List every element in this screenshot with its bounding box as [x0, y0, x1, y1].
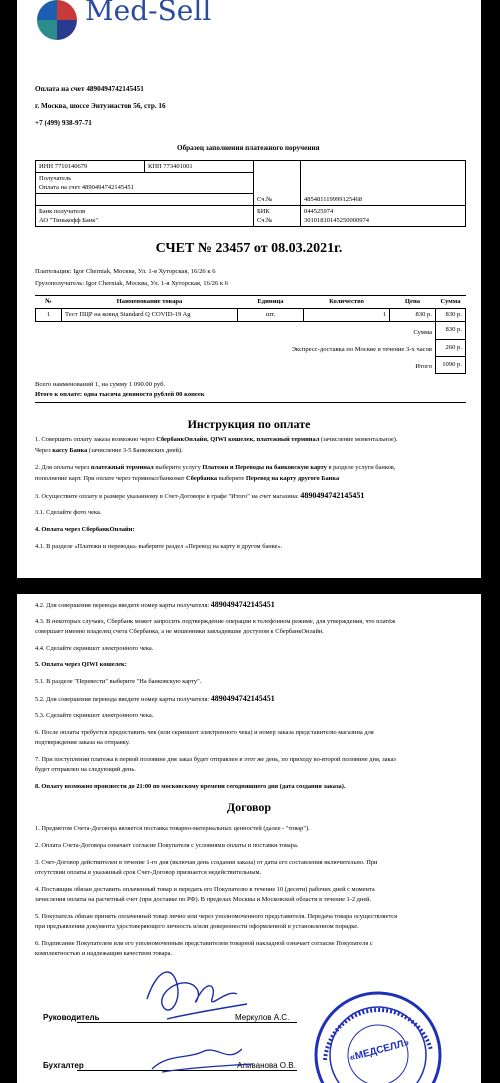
recipient-label: Получатель — [39, 175, 72, 182]
contract-c5: 5. Покупатель обязан принять оплаченный товар лично или через уполномоченного представителя. Передача товара осуществляется — [35, 913, 398, 920]
delivery-value: 260 р. — [436, 339, 466, 356]
corr-value: 30101810145250000974 — [304, 216, 369, 224]
bank-name: АО "Тинькофф Банк" — [39, 216, 99, 224]
accountant-signature-icon — [147, 1034, 257, 1079]
invoice-title: СЧЕТ № 23457 от 08.03.2021г. — [155, 241, 343, 256]
instr-p41: 4.1. В разделе «Платежи и переводы» выберите раздел «Перевод на карту в другом банке». — [35, 543, 283, 550]
contract-c3: 3. Счет-Договор действителен в течение 1-го дня (включая день создания заказа) от даты его составления включительно. При — [35, 859, 378, 866]
kpp-cell: КПП 773401001 — [145, 161, 254, 173]
delivery-label: Экспресс-доставка по Москве в течение 3-х часов — [291, 346, 432, 353]
total-label: Итого — [415, 363, 432, 370]
contract-c2: 2. Оплата Счета-Договора означает согласие Покупателя с условиями оплаты и поставки товара. — [35, 842, 299, 849]
col-unit: Единица — [257, 298, 284, 305]
text: СбербанкОнлайн, QIWI кошелек, платежный терминал — [156, 436, 320, 443]
bik-corr-values — [301, 205, 466, 226]
recipient-cell — [36, 173, 254, 194]
empty-cell — [301, 161, 466, 194]
invoice-page-1 — [17, 0, 481, 578]
instr-p42 — [35, 600, 275, 611]
instr-p1 — [35, 435, 397, 445]
instr-p3 — [35, 491, 364, 502]
instr-p2 — [35, 463, 395, 473]
sum-row — [36, 322, 466, 340]
contract-title: Договор — [226, 800, 272, 814]
instr-p5: 5. Оплата через QIWI кошелек: — [35, 661, 127, 668]
bik-corr-labels — [254, 205, 301, 226]
accountant-name: Аливанова О.В. — [237, 1061, 296, 1070]
text: Сбербанка — [186, 475, 218, 482]
bik-value: 044525974 — [304, 207, 334, 215]
col-sum: Сумма — [440, 298, 461, 305]
instr-p44: 4.4. Сделайте скриншот электронного чека. — [35, 645, 154, 652]
accountant-label: Бухгалтер — [43, 1061, 84, 1070]
instr-p6: 6. После оплаты требуется предоставить чек (или скриншот электронного чека) и номер заказа представителю магазина для — [35, 729, 374, 736]
items-header-row — [36, 296, 466, 309]
table-row — [36, 309, 466, 322]
stamp-icon — [313, 990, 443, 1083]
instr-p1-cont — [35, 446, 183, 456]
text: (зачисление 3-5 Банковских дней). — [87, 447, 183, 454]
divider — [35, 402, 466, 403]
text: в разделе услуги банков, — [326, 464, 396, 471]
row-sum: 830 р. — [436, 309, 466, 322]
company-stamp — [313, 990, 443, 1083]
text: 2. Для оплаты через — [35, 464, 91, 471]
inn-cell: ИНН 7710140679 — [36, 161, 145, 173]
bank-details-table — [35, 160, 466, 227]
total-value: 1090 р. — [436, 356, 466, 373]
pay-line: Оплата на счет 4890494742145451 — [35, 85, 144, 93]
text: 3. Осуществите оплату в размере указанному в Счет-Договоре в графе "Итого" на счет магазина: — [35, 493, 301, 500]
text: платежный терминал — [90, 464, 154, 471]
instr-p6-cont: подтверждения заказа на отправку. — [35, 739, 130, 746]
contract-c4: 4. Поставщик обязан доставить оплаченный товар и передать его Покупателю в течение 10 (десяти) рабочих дней с момента — [35, 886, 375, 893]
instr-p31: 3.1. Сделайте фото чека. — [35, 509, 102, 516]
text: выберите — [217, 475, 246, 482]
stamp-text: «МЕДСЕЛЛ» — [348, 1037, 411, 1064]
empty-cell — [254, 161, 301, 194]
col-name: Наименование товара — [116, 298, 183, 305]
logo-mark — [37, 0, 77, 40]
delivery-row — [36, 339, 466, 356]
contract-c5-cont: при предъявлении документа удостоверяющего личность и/или доверенности оформленной в установленном порядке. — [35, 923, 359, 930]
instr-p8: 8. Оплату возможно произвести до 21:00 по московскому времени сегодняшнего дня (дата создания заказа). — [35, 783, 346, 790]
text: (зачисление моментальное). — [319, 436, 398, 443]
bank-label: Банк получателя — [39, 207, 85, 215]
instr-p2-cont — [35, 474, 339, 484]
instr-p7: 7. При поступлении платежа в первой половине дня заказ будет отправлен в этот же день, по приходу во-второй половине дня, заказ — [35, 756, 396, 763]
text: выберите услугу — [153, 464, 203, 471]
sum-label: Сумма — [413, 329, 432, 336]
text: 5.2. Для совершения перевода введите номер карты получателя: — [35, 696, 211, 703]
col-price: Цена — [404, 298, 421, 305]
col-number: № — [45, 298, 52, 305]
text: Перевод на карту другого Банка — [245, 475, 340, 482]
items-table — [35, 296, 466, 374]
col-qty: Количество — [329, 298, 364, 305]
words-line: Итого к оплате: одна тысяча девяносто рублей 00 копеек — [35, 391, 205, 398]
text: кассу Банка — [52, 447, 88, 454]
instr-p4: 4. Оплата через СбербанкОнлайн: — [35, 526, 135, 533]
row-name: Тест ПЦР на ковид Standard Q COVID-19 Ag — [62, 309, 238, 322]
sample-title: Образец заполнения платежного поручения — [177, 144, 320, 152]
director-signature-icon — [137, 959, 257, 1034]
logo-text: Med-Sell — [85, 0, 212, 27]
payer-line: Плательщик: Igor Cherniak, Москва, Ул. 1-я Хуторская, 16/26 к 6 — [35, 268, 216, 275]
row-unit: шт. — [238, 309, 304, 322]
recipient-value: Оплата на счет 4890494742145451 — [39, 184, 134, 191]
count-line: Всего наименований 1, на сумму 1 090.00 руб. — [35, 381, 166, 388]
corr-label: Сч.№ — [257, 216, 273, 224]
row-price: 830 р. — [390, 309, 436, 322]
instr-p7-cont: будет отправлен на следующий день. — [35, 766, 136, 773]
card-number: 4890494742145451 — [300, 491, 365, 500]
row-number: 1 — [36, 309, 62, 322]
bik-label: БИК — [257, 207, 270, 215]
row-qty: 1 — [304, 309, 390, 322]
account-value: 48548111999912546​8 — [301, 194, 466, 206]
sum-value: 830 р. — [436, 322, 466, 340]
contract-c1: 1. Предметом Счета-Договора является поставка товарно-материальных ценностей (далее - "товар"). — [35, 825, 310, 832]
invoice-page-2 — [17, 594, 481, 1083]
instr-p43: 4.3. В некоторых случаях, Сбербанк может запросить подтверждение операции в телефонном режиме, для утверждения, что платёж — [35, 618, 396, 625]
account-label: Сч.№ — [254, 194, 301, 206]
contract-c4-cont: зачисления оплаты на расчетный счет (при доставке по РФ). В пределах Москвы и Московской области в течение 1-2 дней. — [35, 896, 372, 903]
text: 4.2. Для совершения перевода введите номер карты получателя: — [35, 602, 211, 609]
contract-c6: 6. Подписание Покупателем или его уполномоченным представителем товарной накладной означает согласие Покупателя с — [35, 940, 373, 947]
text: пополнение карт. При оплате через терминал/банкомат — [35, 475, 187, 482]
text: Платежи и Переводы на банковскую карту — [202, 464, 327, 471]
instr-p53: 5.3. Сделайте скриншот электронного чека. — [35, 712, 154, 719]
instr-p43-cont: совершает именно владелец счета Сбербанка, а не мошенники завладевшие доступом к СбербанкОнлайн. — [35, 628, 324, 635]
director-label: Руководитель — [43, 1013, 100, 1022]
instructions-title: Инструкция по оплате — [187, 417, 311, 431]
total-row — [36, 356, 466, 373]
bank-cell — [36, 205, 254, 226]
card-number: 4890494742145451 — [210, 600, 275, 609]
instr-p52 — [35, 694, 275, 705]
card-number: 4890494742145451 — [210, 694, 275, 703]
instr-p51: 5.1. В разделе "Перевести" выберите "На банковскую карту". — [35, 678, 202, 685]
company-phone: +7 (499) 938-97-71 — [35, 119, 92, 127]
consignee-line: Грузополучатель: Igor Cherniak, Москва, Ул. 1-я Хуторская, 16/26 к 6 — [35, 280, 229, 287]
contract-c3-cont: отсутствии оплаты в указанный срок Счет-Договор признается недействительным. — [35, 869, 262, 876]
text: Через — [35, 447, 53, 454]
director-name: Меркулов А.С. — [235, 1013, 290, 1022]
company-address: г. Москва, шоссе Энтузиастов 56, стр. 16 — [35, 102, 166, 110]
text: 1. Совершить оплату заказа возможно через — [35, 436, 157, 443]
contract-c6-cont: комплектностью и надлежащим качеством товара. — [35, 950, 173, 957]
